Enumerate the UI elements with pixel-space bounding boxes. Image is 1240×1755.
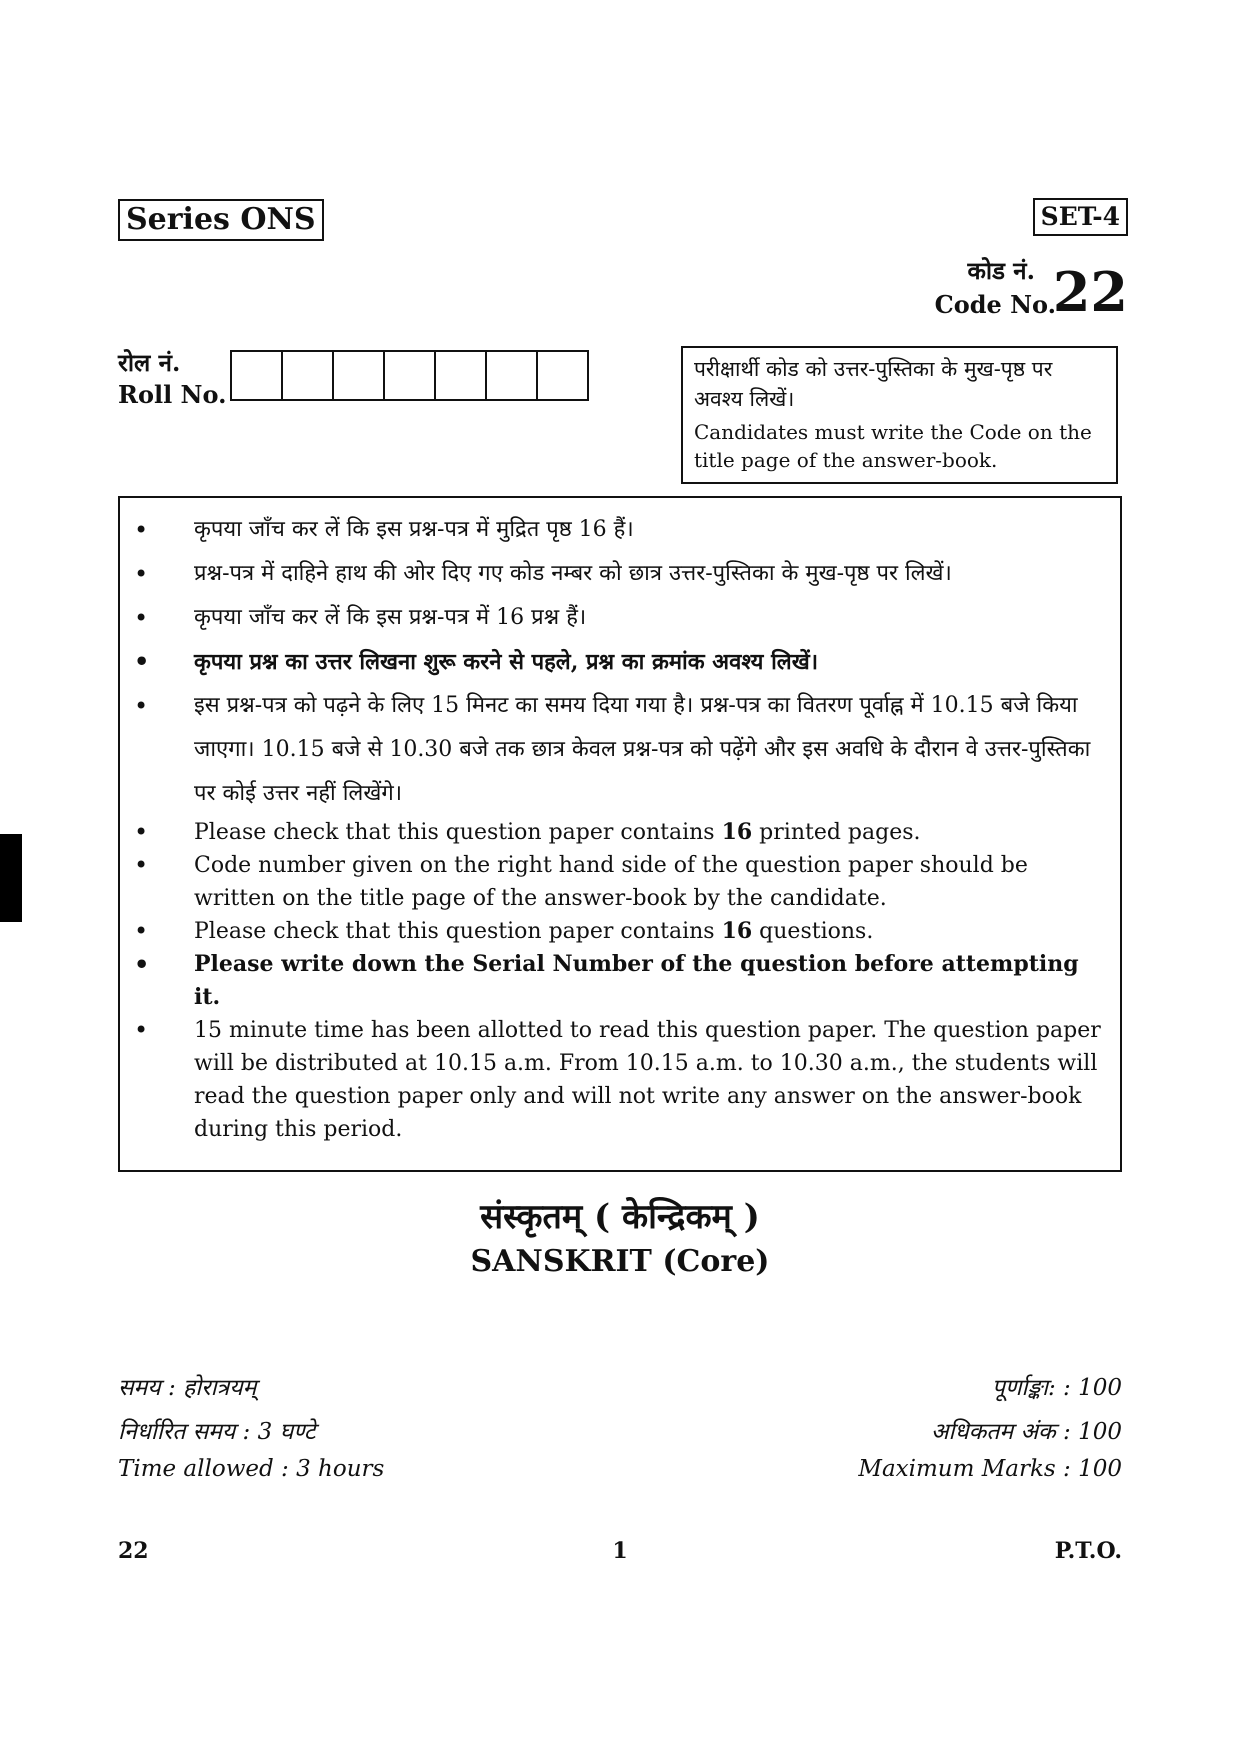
roll-cell[interactable]: [385, 352, 436, 399]
margin-marker: [0, 834, 22, 922]
roll-label-hindi: रोल नं.: [118, 348, 181, 377]
instruction-item: • Code number given on the right hand side of the question paper should be written on the title page of the answer-book by the candidate.: [134, 851, 1028, 911]
maximum-marks: Maximum Marks : 100: [858, 1456, 1122, 1482]
roll-cell[interactable]: [283, 352, 334, 399]
roll-cell[interactable]: [436, 352, 487, 399]
roll-cell[interactable]: [538, 352, 587, 399]
instruction-item: • कृपया जाँच कर लें कि इस प्रश्न-पत्र में 16 प्रश्न हैं।: [120, 596, 1106, 640]
instructions-box: [118, 496, 1122, 1172]
bullet: •: [134, 516, 149, 544]
instruction-item: • कृपया प्रश्न का उत्तर लिखना शुरू करने से पहले, प्रश्न का क्रमांक अवश्य लिखें।: [120, 640, 1106, 684]
bullet: •: [134, 1016, 149, 1044]
bullet: •: [134, 560, 149, 588]
subject-title-hindi: संस्कृतम् ( केन्द्रिकम् ): [480, 1197, 760, 1237]
candidate-code-note: [681, 346, 1118, 484]
instruction-item: • Please check that this question paper contains 16 printed pages.: [120, 816, 1106, 849]
time-allowed: Time allowed : 3 hours: [118, 1456, 385, 1482]
candidate-note-english: Candidates must write the Code on the title page of the answer-book.: [694, 420, 1092, 472]
bullet: •: [134, 604, 149, 632]
instruction-item: • कृपया जाँच कर लें कि इस प्रश्न-पत्र में मुद्रित पृष्ठ 16 हैं।: [120, 508, 1106, 552]
bullet: •: [134, 950, 150, 979]
bullet: •: [134, 692, 149, 720]
code-label-english: Code No.: [934, 290, 1056, 319]
bullet: •: [134, 647, 150, 676]
instruction-item: • Please check that this question paper contains 16 questions.: [120, 915, 1106, 948]
footer-code: 22: [118, 1538, 149, 1564]
subject-title-english: SANSKRIT (Core): [470, 1244, 770, 1279]
set-label: SET-4: [1033, 198, 1128, 236]
marks-hindi-2: अधिकतम अंक : 100: [930, 1419, 1122, 1445]
instruction-item: • इस प्रश्न-पत्र को पढ़ने के लिए 15 मिनट का समय दिया गया है। प्रश्न-पत्र का वितरण पूर्वाह्न में 10.15 बजे किया जाएगा। 10.15 बजे से 10.30 बजे तक छात्र केवल प्रश्न-पत्र को पढ़ेंगे और इस अवधि के दौरान वे उत्तर-पुस्तिका पर कोई उत्तर नहीं लिखेंगे।: [120, 684, 1106, 816]
please-turn-over: P.T.O.: [1054, 1538, 1122, 1564]
marks-hindi-1: पूर्णाङ्का: : 100: [991, 1375, 1122, 1401]
code-number: 22: [1052, 260, 1128, 324]
instruction-item: • Please write down the Serial Number of the question before attempting it.: [134, 950, 1079, 1010]
roll-cell[interactable]: [334, 352, 385, 399]
bullet: •: [134, 917, 149, 945]
roll-cell[interactable]: [232, 352, 283, 399]
time-hindi-1: समय : होरात्रयम्: [118, 1375, 257, 1401]
page-number: 1: [612, 1538, 628, 1564]
roll-label-english: Roll No.: [118, 380, 227, 409]
bullet: •: [134, 851, 149, 879]
roll-number-boxes: [230, 350, 589, 401]
code-label-hindi: कोड नं.: [967, 256, 1035, 285]
instruction-item: • 15 minute time has been allotted to read this question paper. The question paper will be distributed at 10.15 a.m. From 10.15 a.m. to 10.30 a.m., the students will read the question paper only and will not write any answer on the answer-book during this period.: [134, 1016, 1101, 1142]
time-hindi-2: निर्धारित समय : 3 घण्टे: [118, 1419, 316, 1445]
bullet: •: [134, 818, 149, 846]
series-label: Series ONS: [118, 199, 324, 241]
instructions-list: [120, 508, 1106, 1146]
candidate-note-hindi: परीक्षार्थी कोड को उत्तर-पुस्तिका के मुख-पृष्ठ पर अवश्य लिखें।: [694, 357, 1053, 411]
roll-cell[interactable]: [487, 352, 538, 399]
instruction-item: • प्रश्न-पत्र में दाहिने हाथ की ओर दिए गए कोड नम्बर को छात्र उत्तर-पुस्तिका के मुख-पृष्ठ पर लिखें।: [120, 552, 1106, 596]
